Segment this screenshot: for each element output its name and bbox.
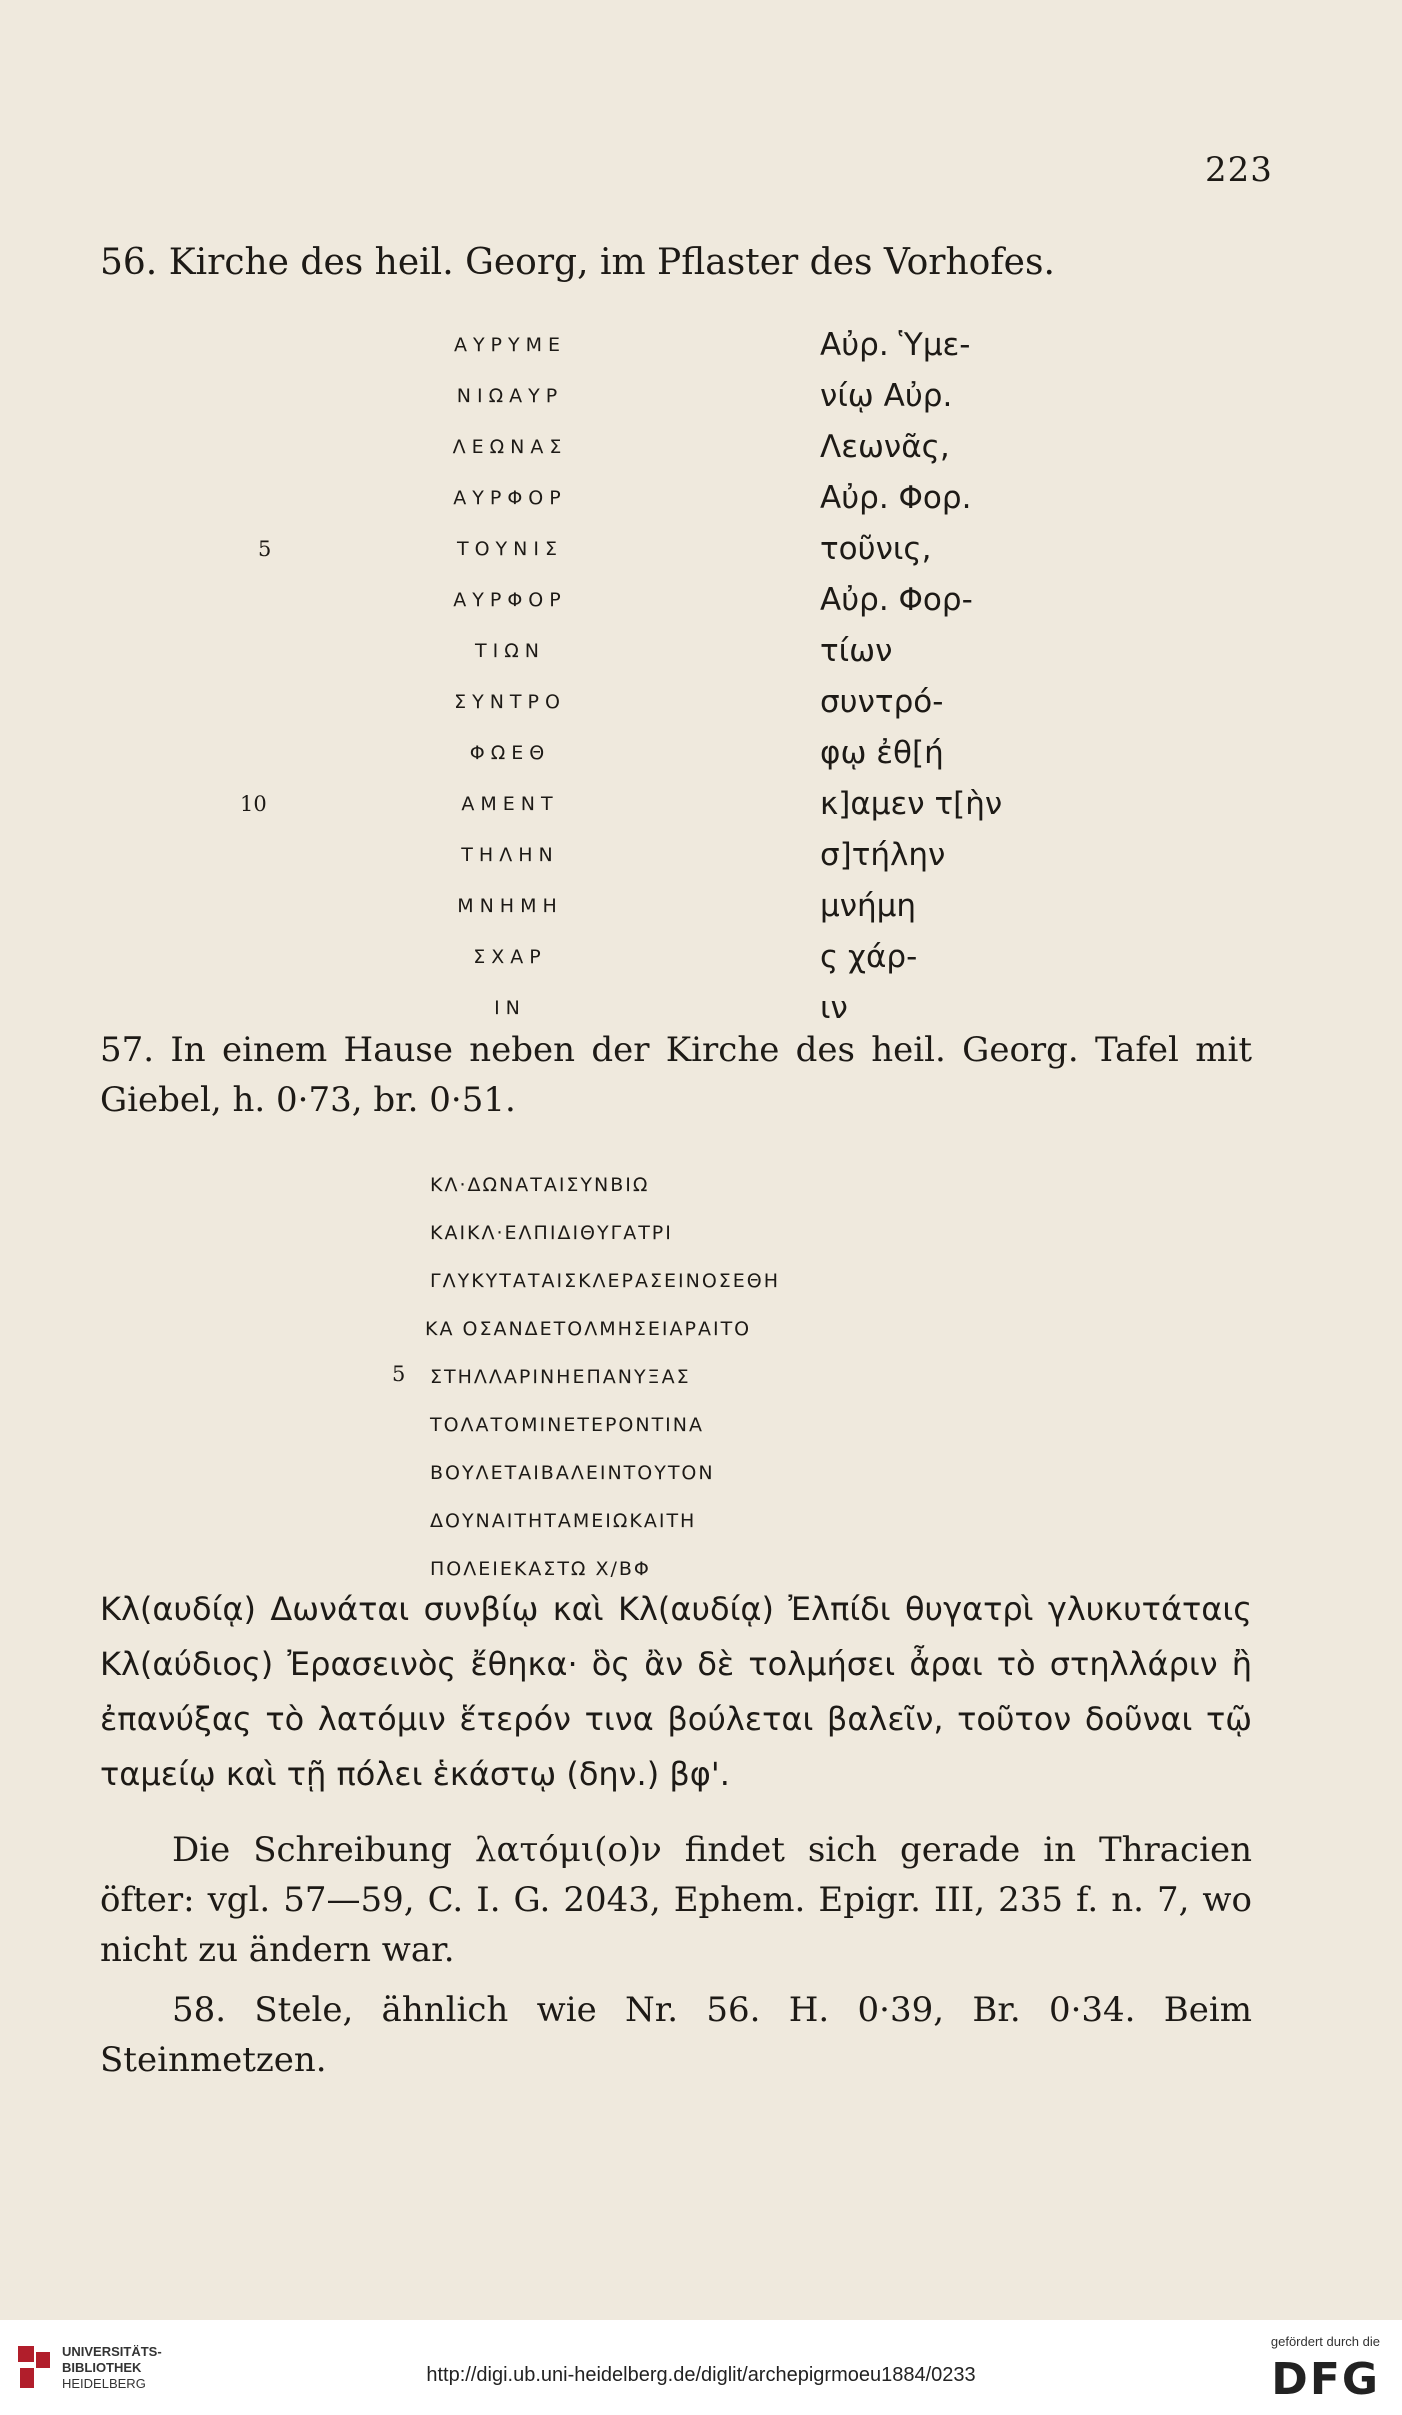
transcription-line: μνήμη xyxy=(820,888,917,924)
inscription-56-line xyxy=(0,886,1402,926)
inscription-56-line xyxy=(0,325,1402,365)
inscription-57-line: ΒΟΥΛΕΤΑΙΒΑΛΕΙΝΤΟΥΤΟΝ xyxy=(430,1462,715,1484)
inscription-capitals: ΣΧΑΡ xyxy=(473,946,547,968)
inscription-capitals: ΑΥΡΥΜΕ xyxy=(453,334,567,356)
transcription-line: Αὐρ. Φορ- xyxy=(820,582,973,618)
commentary-paragraph: Die Schreibung λατόμι(ο)ν findet sich gerade in Thracien öfter: vgl. 57—59, C. I. G. 2043, Ephem. Epigr. III, 235 f. n. 7, wo nicht zu ändern war. xyxy=(100,1830,1252,1970)
inscription-56-line xyxy=(0,988,1402,1028)
inscription-capitals: ΤΗΛΗΝ xyxy=(461,844,559,866)
transcription-line: τίων xyxy=(820,633,893,669)
institution-name: UNIVERSITÄTS- BIBLIOTHEK HEIDELBERG xyxy=(62,2344,162,2391)
inscription-capitals: ΑΜΕΝΤ xyxy=(461,793,559,815)
digitization-footer xyxy=(0,2320,1402,2415)
transcription-line: συντρό- xyxy=(820,684,944,720)
inscription-56-line xyxy=(0,376,1402,416)
heading-57: 57. In einem Hause neben der Kirche des heil. Georg. Tafel mit Giebel, h. 0·73, br. 0·51. xyxy=(100,1030,1252,1120)
inscription-56-line xyxy=(0,427,1402,467)
inscription-57-line: ΚΛ·ΔΩΝΑΤΑΙΣΥΝΒΙΩ xyxy=(430,1174,650,1196)
inscription-capitals: ΣΥΝΤΡΟ xyxy=(454,691,566,713)
funded-by-label: gefördert durch die xyxy=(1270,2334,1380,2349)
inscription-capitals: ΙΝ xyxy=(494,997,526,1019)
heading-58: 58. Stele, ähnlich wie Nr. 56. H. 0·39, Br. 0·34. Beim Steinmetzen. xyxy=(100,1990,1252,2080)
inscription-capitals: ΤΙΩΝ xyxy=(475,640,545,662)
inscription-capitals: ΛΕΩΝΑΣ xyxy=(452,436,568,458)
line-number: 5 xyxy=(392,1362,406,1386)
inscription-57-line: ΔΟΥΝΑΙΤΗΤΑΜΕΙΩΚΑΙΤΗ xyxy=(430,1510,697,1532)
dfg-logo: DFG xyxy=(1271,2354,1380,2405)
inscription-56-line xyxy=(0,682,1402,722)
transcription-line: κ]αμεν τ[ὴν xyxy=(820,786,1003,822)
inscription-56-line xyxy=(0,631,1402,671)
inscription-57-line: ΣΤΗΛΛΑΡΙΝΗΕΠΑΝΥΞΑΣ xyxy=(430,1366,691,1388)
source-url-link[interactable]: http://digi.ub.uni-heidelberg.de/diglit/archepigrmoeu1884/0233 xyxy=(426,2364,976,2386)
inscription-56-line xyxy=(0,580,1402,620)
inscription-capitals: ΜΝΗΜΗ xyxy=(457,895,563,917)
inscription-56-line xyxy=(0,937,1402,977)
transcription-line: σ]τήλην xyxy=(820,837,946,873)
inscription-57-line: ΚΑΙΚΛ·ΕΛΠΙΔΙΘΥΓΑΤΡΙ xyxy=(430,1222,673,1244)
transcription-line: νίῳ Αὐρ. xyxy=(820,378,953,414)
inscription-57-line: ΤΟΛΑΤΟΜΙΝΕΤΕΡΟΝΤΙΝΑ xyxy=(430,1414,704,1436)
greek-transcription: Κλ(αυδίᾳ) Δωνάται συνβίῳ καὶ Κλ(αυδίᾳ) Ἐλπίδι θυγατρὶ γλυκυτάταις Κλ(αύδιος) Ἐρασεινὸς ἔθηκα· ὃς ἂν δὲ τολμήσει ἆραι τὸ στηλλάριν ἢ ἐπανύξας τὸ λατόμιν ἕτερόν τινα βούλεται βαλεῖν, τοῦτον δοῦναι τῷ ταμείῳ καὶ τῇ πόλει ἑκάστῳ (δην.) βφ'. xyxy=(100,1590,1252,1793)
inscription-57-line: ΓΛΥΚΥΤΑΤΑΙΣΚΛΕΡΑΣΕΙΝΟΣΕΘΗ xyxy=(430,1270,781,1292)
inscription-capitals: ΑΥΡΦΟΡ xyxy=(453,589,567,611)
inscription-56-line xyxy=(0,784,1402,824)
inscription-57-line: ΚΑ ΟΣΑΝΔΕΤΟΛΜΗΣΕΙΑΡΑΙΤΟ xyxy=(425,1318,752,1340)
inscription-57-line: ΠΟΛΕΙΕΚΑΣΤΩ Χ/ΒΦ xyxy=(430,1558,651,1580)
inscription-capitals: ΤΟΥΝΙΣ xyxy=(457,538,563,560)
transcription-line: Αὐρ. Φορ. xyxy=(820,480,972,516)
inscription-56-line xyxy=(0,733,1402,773)
line-number: 5 xyxy=(258,537,272,561)
inscription-capitals: ΝΙΩΑΥΡ xyxy=(456,385,564,407)
page-number: 223 xyxy=(1205,150,1273,190)
transcription-line: Λεωνᾶς, xyxy=(820,429,950,465)
transcription-line: τοῦνις, xyxy=(820,531,932,567)
inscription-capitals: ΑΥΡΦΟΡ xyxy=(453,487,567,509)
transcription-line: Αὐρ. Ὑμε- xyxy=(820,327,971,363)
inscription-capitals: ΦΩΕΘ xyxy=(469,742,551,764)
inscription-56-line xyxy=(0,835,1402,875)
transcription-line: φῳ ἐθ[ή xyxy=(820,735,944,771)
line-number: 10 xyxy=(240,792,267,816)
inscription-56-line xyxy=(0,529,1402,569)
heading-56: 56. Kirche des heil. Georg, im Pflaster des Vorhofes. xyxy=(100,242,1055,283)
transcription-line: ιν xyxy=(820,990,848,1026)
transcription-line: ς χάρ- xyxy=(820,939,918,975)
inscription-56-line xyxy=(0,478,1402,518)
